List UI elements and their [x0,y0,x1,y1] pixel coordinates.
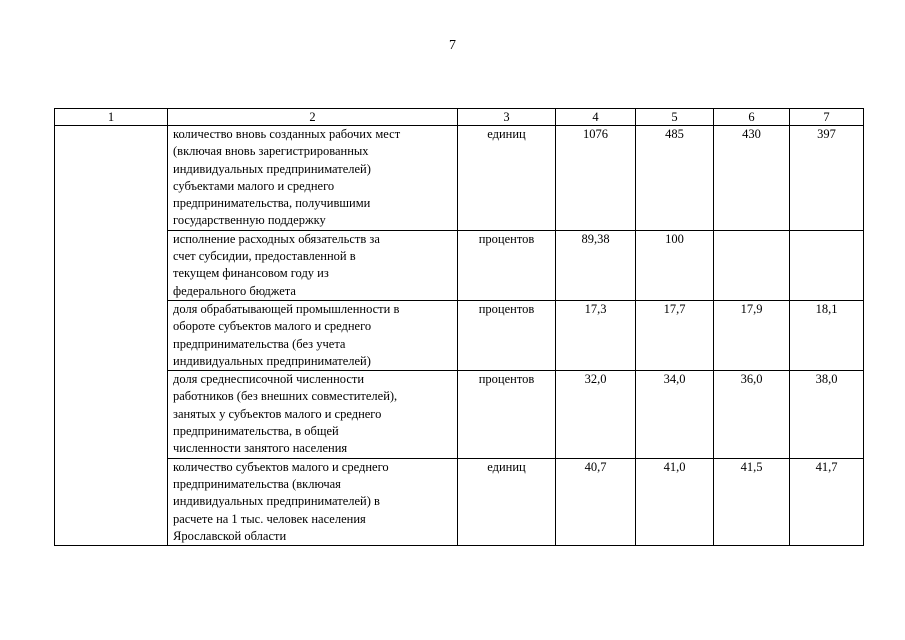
indicator-line: работников (без внешних совместителей), [173,389,398,404]
unit-cell: единиц [458,458,556,545]
indicators-table [54,108,864,546]
value-cell-col6: 41,5 [714,458,790,545]
value-cell-col4: 17,3 [556,300,636,370]
header-row [55,109,864,126]
indicator-cell [168,230,458,300]
indicator-line: индивидуальных предпринимателей) [173,161,371,176]
table-body [55,126,864,546]
value-cell-col5: 100 [636,230,714,300]
page-number: 7 [449,38,456,53]
indicator-line: текущем финансовом году из [173,266,329,281]
unit-cell: процентов [458,371,556,458]
unit-cell: процентов [458,230,556,300]
indicator-line: Ярославской области [173,528,287,543]
header-cell-col3: 3 [458,109,556,126]
indicator-cell [168,300,458,370]
value-cell-col6: 17,9 [714,300,790,370]
indicator-line: предпринимательства, получившими [173,196,371,211]
value-cell-col7 [790,230,864,300]
value-cell-col6 [714,230,790,300]
indicator-line: численности занятого населения [173,441,348,456]
indicator-cell [168,126,458,231]
table-row [55,126,864,231]
value-cell-col5: 34,0 [636,371,714,458]
header-cell-col5: 5 [636,109,714,126]
header-cell-col6: 6 [714,109,790,126]
table-row [55,300,864,370]
indicator-line: количество вновь созданных рабочих мест [173,127,401,141]
value-cell-col4: 40,7 [556,458,636,545]
value-cell-col5: 485 [636,126,714,231]
value-cell-col4: 32,0 [556,371,636,458]
indicator-line: государственную поддержку [173,213,326,228]
table-row [55,371,864,458]
value-cell-col7: 18,1 [790,300,864,370]
indicator-line: расчете на 1 тыс. человек населения [173,511,366,526]
indicator-line: счет субсидии, предоставленной в [173,249,356,264]
indicator-line: индивидуальных предпринимателей) в [173,494,380,509]
indicator-line: предпринимательства (включая [173,476,341,491]
table-row [55,230,864,300]
indicator-cell [168,458,458,545]
indicator-line: исполнение расходных обязательств за [173,231,380,246]
header-cell-col4: 4 [556,109,636,126]
indicator-line: субъектами малого и среднего [173,178,335,193]
indicator-cell [168,371,458,458]
indicator-line: предпринимательства, в общей [173,424,339,439]
header-cell-col2: 2 [168,109,458,126]
value-cell-col4: 89,38 [556,230,636,300]
value-cell-col5: 41,0 [636,458,714,545]
value-cell-col4: 1076 [556,126,636,231]
indicator-line: (включая вновь зарегистрированных [173,144,369,159]
header-cell-col7: 7 [790,109,864,126]
indicator-line: предпринимательства (без учета [173,336,346,351]
indicator-line: федерального бюджета [173,283,296,298]
value-cell-col6: 36,0 [714,371,790,458]
merged-blank-cell [55,126,168,546]
indicator-line: количество субъектов малого и среднего [173,459,389,474]
unit-cell: единиц [458,126,556,231]
value-cell-col7: 38,0 [790,371,864,458]
indicator-line: доля обрабатывающей промышленности в [173,301,400,316]
indicator-line: индивидуальных предпринимателей) [173,353,371,368]
table-row [55,458,864,545]
table-header [55,109,864,126]
value-cell-col7: 41,7 [790,458,864,545]
unit-cell: процентов [458,300,556,370]
value-cell-col7: 397 [790,126,864,231]
indicator-line: доля среднесписочной численности [173,372,365,387]
value-cell-col5: 17,7 [636,300,714,370]
header-cell-col1: 1 [55,109,168,126]
value-cell-col6: 430 [714,126,790,231]
indicator-line: занятых у субъектов малого и среднего [173,406,382,421]
indicator-line: обороте субъектов малого и среднего [173,319,372,334]
